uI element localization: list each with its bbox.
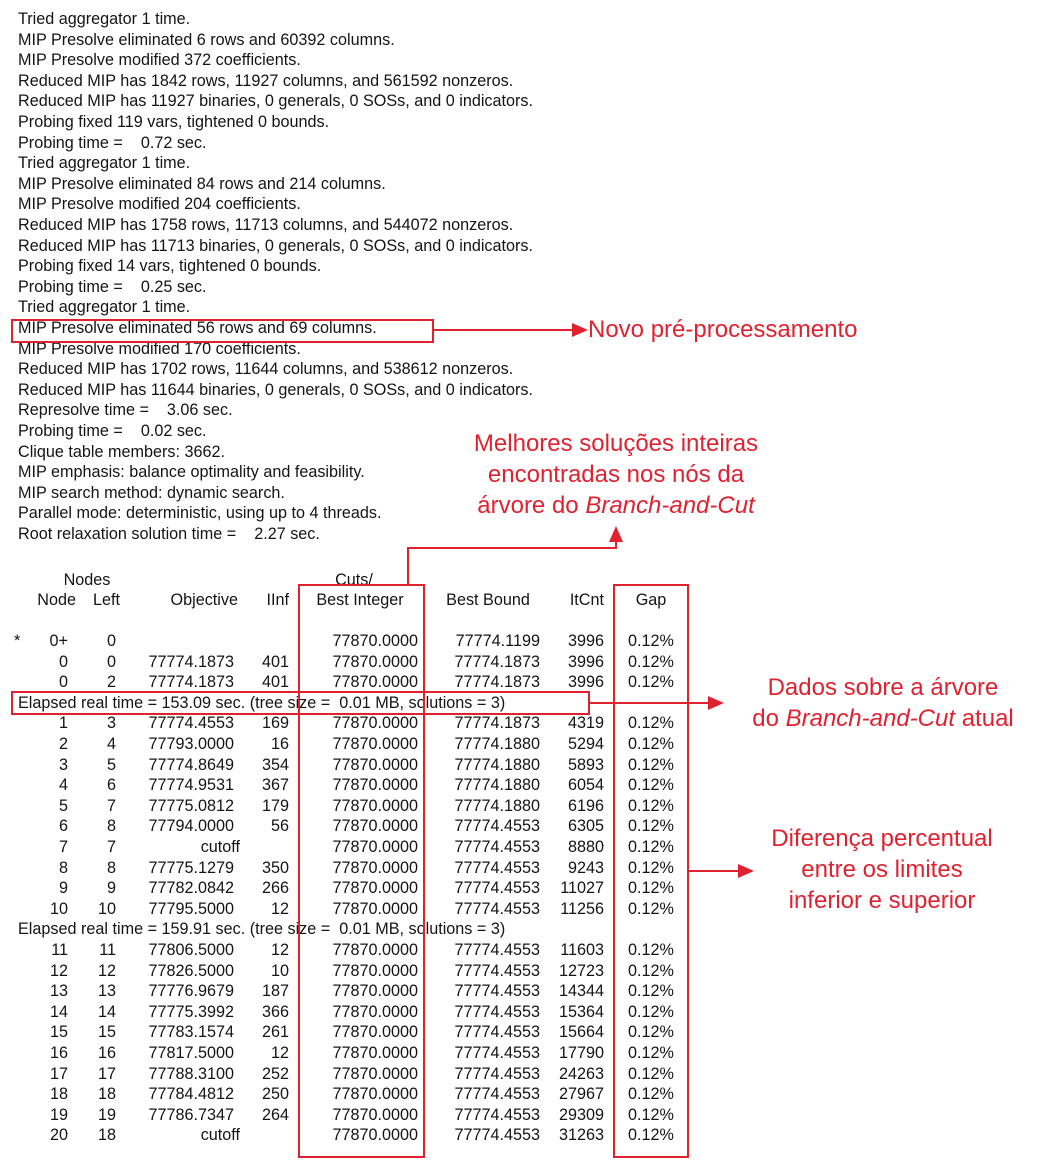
- cell-iinf: 179: [261, 796, 289, 815]
- cell-gap: 0.12%: [628, 961, 674, 980]
- cell-gap: 0.12%: [628, 982, 674, 1001]
- cell-best-bound: 77774.4553: [454, 1105, 540, 1124]
- cell-node: 20: [49, 1126, 68, 1145]
- cell-node: 0: [58, 652, 68, 671]
- cell-best-bound: 77774.4553: [454, 1126, 540, 1145]
- cell-best-integer: 77870.0000: [332, 632, 418, 650]
- cell-itcnt: 29309: [558, 1105, 604, 1124]
- cell-itcnt: 11256: [560, 899, 604, 918]
- log-line: Reduced MIP has 1842 rows, 11927 columns, and 561592 nonzeros.: [18, 71, 514, 90]
- log-line: Tried aggregator 1 time.: [18, 154, 191, 173]
- cell-best-integer: 77870.0000: [332, 838, 418, 856]
- cell-iinf: 350: [261, 858, 289, 877]
- cell-itcnt: 14344: [558, 982, 604, 1001]
- cell-gap: 0.12%: [628, 858, 674, 877]
- cell-gap: 0.12%: [628, 1126, 674, 1145]
- cell-left: 12: [97, 961, 116, 980]
- log-line: MIP Presolve eliminated 6 rows and 60392 columns.: [18, 30, 395, 49]
- log-line: MIP Presolve eliminated 56 rows and 69 columns.: [18, 319, 377, 337]
- cell-itcnt: 5893: [567, 755, 604, 774]
- cell-left: 14: [97, 1002, 116, 1021]
- cell-best-bound: 77774.4553: [454, 858, 540, 877]
- cell-gap: 0.12%: [628, 714, 674, 733]
- cell-iinf: 401: [261, 652, 289, 671]
- log-line: Parallel mode: deterministic, using up to 4 threads.: [18, 504, 382, 523]
- cell-iinf: 12: [270, 899, 289, 918]
- cell-best-integer: 77870.0000: [332, 714, 418, 733]
- cell-itcnt: 31263: [558, 1126, 604, 1145]
- cell-itcnt: 3996: [567, 673, 604, 692]
- cell-best-integer: 77870.0000: [332, 899, 418, 918]
- cell-itcnt: 12723: [558, 961, 604, 980]
- cell-best-bound: 77774.4553: [454, 1064, 540, 1083]
- cell-itcnt: 6305: [567, 817, 604, 836]
- cell-gap: 0.12%: [628, 1023, 674, 1042]
- cell-gap: 0.12%: [628, 1105, 674, 1124]
- cell-gap: 0.12%: [628, 796, 674, 815]
- cell-best-integer: 77870.0000: [332, 858, 418, 877]
- cell-left: 8: [106, 817, 116, 836]
- cell-objective: cutoff: [200, 1126, 240, 1145]
- cell-objective: 77794.0000: [148, 817, 234, 836]
- cell-iinf: 16: [270, 735, 289, 753]
- tree-line1: Dados sobre a árvore: [767, 674, 999, 701]
- cell-node: 8: [58, 858, 68, 877]
- cell-left: 6: [106, 776, 116, 795]
- best-solutions-line2: encontradas nos nós da: [487, 461, 745, 488]
- cell-gap: 0.12%: [628, 941, 674, 959]
- cell-node: 1: [58, 714, 68, 733]
- cell-node: 10: [49, 899, 68, 918]
- cell-best-bound: 77774.4553: [454, 982, 540, 1001]
- cell-iinf: 12: [270, 941, 289, 959]
- header-itcnt: ItCnt: [569, 591, 604, 609]
- cell-gap: 0.12%: [628, 776, 674, 795]
- cell-objective: 77774.8649: [148, 755, 234, 774]
- cell-best-integer: 77870.0000: [332, 1085, 418, 1104]
- cell-iinf: 266: [261, 879, 289, 898]
- log-line: MIP Presolve modified 204 coefficients.: [18, 195, 301, 214]
- log-line: MIP emphasis: balance optimality and feasibility.: [18, 463, 365, 482]
- cell-best-integer: 77870.0000: [332, 776, 418, 795]
- cell-objective: 77783.1574: [148, 1023, 234, 1042]
- cell-left: 15: [97, 1023, 116, 1042]
- cell-best-integer: 77870.0000: [332, 735, 418, 753]
- cell-left: 0: [106, 632, 116, 650]
- cell-best-integer: 77870.0000: [332, 879, 418, 898]
- tree-line2-italic: Branch-and-Cut: [785, 705, 956, 732]
- cell-best-bound: 77774.1880: [454, 796, 540, 815]
- cell-best-bound: 77774.1880: [454, 755, 540, 774]
- cell-best-integer: 77870.0000: [332, 961, 418, 980]
- cell-left: 9: [106, 879, 116, 898]
- cell-best-bound: 77774.1199: [455, 632, 540, 650]
- cell-best-bound: 77774.4553: [454, 838, 540, 856]
- elapsed-time-line: Elapsed real time = 159.91 sec. (tree size = 0.01 MB, solutions = 3): [18, 920, 506, 939]
- cell-iinf: 367: [261, 776, 289, 795]
- cell-node: 9: [58, 879, 68, 898]
- cell-objective: 77774.1873: [148, 652, 234, 671]
- cell-objective: 77806.5000: [148, 941, 234, 959]
- cell-node: 6: [58, 817, 68, 836]
- cell-iinf: 10: [270, 961, 289, 980]
- cell-gap: 0.12%: [628, 652, 674, 671]
- log-line: Reduced MIP has 11927 binaries, 0 generals, 0 SOSs, and 0 indicators.: [18, 92, 534, 111]
- cell-best-integer: 77870.0000: [332, 941, 418, 959]
- cell-node: 0+: [49, 632, 68, 650]
- log-line: Reduced MIP has 11644 binaries, 0 generals, 0 SOSs, and 0 indicators.: [18, 380, 534, 399]
- log-line: Represolve time = 3.06 sec.: [18, 401, 233, 420]
- cell-left: 5: [106, 755, 116, 774]
- tree-annotation: [724, 672, 1039, 734]
- cell-node: 17: [49, 1064, 68, 1083]
- best-solutions-line3-italic: Branch-and-Cut: [585, 492, 755, 519]
- cell-best-bound: 77774.4553: [454, 1023, 540, 1042]
- cell-objective: 77774.4553: [148, 714, 234, 733]
- log-line: MIP Presolve modified 170 coefficients.: [18, 339, 301, 358]
- cell-itcnt: 24263: [558, 1064, 604, 1083]
- cell-left: 8: [106, 858, 116, 877]
- cell-iinf: 169: [261, 714, 289, 733]
- cell-node: 3: [58, 755, 68, 774]
- log-line: Probing fixed 14 vars, tightened 0 bounds.: [18, 257, 322, 276]
- cell-itcnt: 5294: [567, 735, 604, 753]
- cell-node: 13: [49, 982, 68, 1001]
- cell-itcnt: 6054: [567, 776, 604, 795]
- cell-best-integer: 77870.0000: [332, 755, 418, 774]
- log-line: Tried aggregator 1 time.: [18, 10, 191, 28]
- log-line: Reduced MIP has 11713 binaries, 0 generals, 0 SOSs, and 0 indicators.: [18, 236, 534, 255]
- cell-objective: cutoff: [200, 838, 240, 856]
- cell-left: 18: [97, 1126, 116, 1145]
- cell-itcnt: 4319: [567, 714, 604, 733]
- cell-node: 14: [49, 1002, 68, 1021]
- best-integer-arrow: [408, 540, 616, 584]
- cell-iinf: 366: [261, 1002, 289, 1021]
- cell-objective: 77817.5000: [148, 1044, 234, 1062]
- log-line: MIP search method: dynamic search.: [18, 483, 285, 502]
- cell-best-bound: 77774.1880: [454, 735, 540, 753]
- cell-best-integer: 77870.0000: [332, 1064, 418, 1083]
- cell-left: 7: [106, 838, 116, 856]
- best-solutions-annotation: [440, 428, 792, 521]
- header-node: Node: [37, 591, 76, 609]
- cell-gap: 0.12%: [628, 673, 674, 692]
- cell-gap: 0.12%: [628, 1064, 674, 1083]
- cell-itcnt: 27967: [558, 1085, 604, 1104]
- cell-node: 4: [58, 776, 68, 795]
- cell-best-integer: 77870.0000: [332, 1105, 418, 1124]
- header-gap: Gap: [635, 591, 667, 609]
- cell-objective: 77776.9679: [148, 982, 234, 1001]
- cell-best-integer: 77870.0000: [332, 1126, 418, 1145]
- cell-node: 11: [51, 941, 68, 959]
- best-solutions-line1: Melhores soluções inteiras: [473, 430, 759, 457]
- cell-objective: 77795.5000: [148, 899, 234, 918]
- gap-annotation: [742, 823, 1022, 916]
- header-best-bound: Best Bound: [446, 591, 530, 609]
- cell-iinf: 261: [261, 1023, 289, 1042]
- cell-node: 2: [58, 735, 68, 753]
- cell-best-integer: 77870.0000: [332, 1023, 418, 1042]
- cell-node: 15: [49, 1023, 68, 1042]
- log-line: Reduced MIP has 1702 rows, 11644 columns, and 538612 nonzeros.: [18, 360, 514, 379]
- cell-gap: 0.12%: [628, 838, 674, 856]
- cell-left: 16: [97, 1044, 116, 1062]
- cell-best-bound: 77774.4553: [454, 961, 540, 980]
- cell-best-bound: 77774.4553: [454, 879, 540, 898]
- header-nodes: Nodes: [63, 571, 111, 589]
- presolve-arrowhead: [572, 323, 588, 337]
- cell-objective: 77826.5000: [148, 961, 234, 980]
- cell-itcnt: 17790: [558, 1044, 604, 1062]
- cell-left: 7: [106, 796, 116, 815]
- cell-left: 0: [106, 652, 116, 671]
- cell-best-bound: 77774.1873: [454, 714, 540, 733]
- cell-gap: 0.12%: [628, 755, 674, 774]
- cell-iinf: 187: [261, 982, 289, 1001]
- header-left: Left: [92, 591, 120, 609]
- cell-itcnt: 15364: [558, 1002, 604, 1021]
- cell-best-integer: 77870.0000: [332, 1044, 418, 1062]
- cell-node: 7: [58, 838, 68, 856]
- best-solutions-line3: [440, 490, 792, 521]
- log-line: Probing time = 0.02 sec.: [18, 422, 207, 440]
- log-line: Probing time = 0.72 sec.: [18, 133, 207, 152]
- cell-best-bound: 77774.4553: [454, 1002, 540, 1021]
- cell-node: 19: [49, 1105, 68, 1124]
- header-objective: Objective: [170, 591, 238, 609]
- cell-itcnt: 11027: [560, 879, 604, 898]
- cell-best-bound: 77774.4553: [454, 817, 540, 836]
- cell-node: 12: [49, 961, 68, 980]
- log-line: Probing time = 0.25 sec.: [18, 277, 207, 296]
- cell-objective: 77793.0000: [148, 735, 234, 753]
- cell-node: 0: [58, 673, 68, 692]
- cell-left: 19: [97, 1105, 116, 1124]
- cell-best-bound: 77774.1873: [454, 673, 540, 692]
- cell-best-bound: 77774.4553: [454, 1044, 540, 1062]
- cell-left: 10: [97, 899, 116, 918]
- log-line: Clique table members: 3662.: [18, 442, 225, 461]
- log-line: Probing fixed 119 vars, tightened 0 bounds.: [18, 113, 330, 131]
- cell-itcnt: 6196: [567, 796, 604, 815]
- cell-best-integer: 77870.0000: [332, 796, 418, 815]
- cell-itcnt: 9243: [567, 858, 604, 877]
- cell-gap: 0.12%: [628, 1044, 674, 1062]
- gap-line1: Diferença percentual: [771, 825, 993, 852]
- log-line: MIP Presolve eliminated 84 rows and 214 columns.: [18, 174, 386, 193]
- cell-left: 3: [106, 714, 116, 733]
- cell-objective: 77774.9531: [148, 776, 234, 795]
- cell-best-integer: 77870.0000: [332, 652, 418, 671]
- cell-itcnt: 3996: [567, 652, 604, 671]
- cell-left: 18: [97, 1085, 116, 1104]
- cell-gap: 0.12%: [628, 899, 674, 918]
- log-line: Tried aggregator 1 time.: [18, 298, 191, 317]
- header-best-integer: Best Integer: [316, 591, 404, 609]
- log-line: Reduced MIP has 1758 rows, 11713 columns, and 544072 nonzeros.: [18, 216, 514, 234]
- gap-line3: inferior e superior: [788, 887, 976, 914]
- best-solutions-line3-prefix: árvore do: [477, 492, 586, 519]
- presolve-annotation: Novo pré-processamento: [588, 316, 858, 343]
- cell-node: 18: [49, 1085, 68, 1104]
- cell-gap: 0.12%: [628, 1002, 674, 1021]
- best-integer-arrowhead: [609, 526, 623, 542]
- cell-iinf: 12: [270, 1044, 289, 1062]
- cell-star: *: [14, 632, 21, 650]
- tree-line2-suffix: atual: [955, 705, 1014, 732]
- cell-best-bound: 77774.4553: [454, 941, 540, 959]
- cell-node: 5: [58, 796, 68, 815]
- cell-iinf: 264: [261, 1105, 289, 1124]
- log-line: Root relaxation solution time = 2.27 sec.: [18, 525, 320, 543]
- tree-line2-prefix: do: [752, 705, 786, 732]
- tree-line2: [724, 703, 1039, 734]
- cell-best-bound: 77774.4553: [454, 899, 540, 918]
- cell-iinf: 401: [261, 673, 289, 692]
- cell-best-integer: 77870.0000: [332, 817, 418, 836]
- cell-gap: 0.12%: [628, 879, 674, 898]
- log-line: MIP Presolve modified 372 coefficients.: [18, 51, 301, 70]
- gap-line2: entre os limites: [801, 856, 963, 883]
- cell-iinf: 56: [270, 817, 289, 836]
- cell-left: 4: [106, 735, 116, 753]
- cell-iinf: 354: [261, 755, 289, 774]
- cell-best-bound: 77774.1873: [454, 652, 540, 671]
- cell-itcnt: 8880: [567, 838, 604, 856]
- cell-best-bound: 77774.4553: [454, 1085, 540, 1104]
- cell-objective: 77784.4812: [148, 1085, 234, 1104]
- cell-gap: 0.12%: [628, 817, 674, 836]
- cell-left: 11: [99, 941, 116, 959]
- cell-objective: 77786.7347: [148, 1105, 234, 1124]
- cell-objective: 77774.1873: [148, 673, 234, 692]
- cell-left: 13: [97, 982, 116, 1001]
- cell-gap: 0.12%: [628, 1085, 674, 1104]
- cell-gap: 0.12%: [628, 632, 674, 650]
- cell-best-integer: 77870.0000: [332, 982, 418, 1001]
- cell-iinf: 250: [261, 1085, 289, 1104]
- cell-best-integer: 77870.0000: [332, 1002, 418, 1021]
- cell-objective: 77775.0812: [148, 796, 234, 815]
- cell-iinf: 252: [261, 1064, 289, 1083]
- cell-objective: 77775.1279: [148, 858, 234, 877]
- cell-best-integer: 77870.0000: [332, 673, 418, 692]
- cell-itcnt: 3996: [567, 632, 604, 650]
- elapsed-time-line: Elapsed real time = 153.09 sec. (tree size = 0.01 MB, solutions = 3): [18, 693, 506, 712]
- cell-itcnt: 15664: [558, 1023, 604, 1042]
- cell-objective: 77782.0842: [148, 879, 234, 898]
- cell-itcnt: 11603: [560, 941, 604, 959]
- cell-objective: 77788.3100: [148, 1064, 234, 1083]
- cell-objective: 77775.3992: [148, 1002, 234, 1021]
- cell-best-bound: 77774.1880: [454, 776, 540, 795]
- header-iinf: IInf: [266, 591, 289, 609]
- elapsed-arrowhead: [708, 696, 724, 710]
- cell-left: 2: [106, 673, 116, 692]
- cell-left: 17: [97, 1064, 116, 1083]
- cell-gap: 0.12%: [628, 735, 674, 753]
- cell-node: 16: [49, 1044, 68, 1062]
- header-cuts: Cuts/: [335, 571, 373, 589]
